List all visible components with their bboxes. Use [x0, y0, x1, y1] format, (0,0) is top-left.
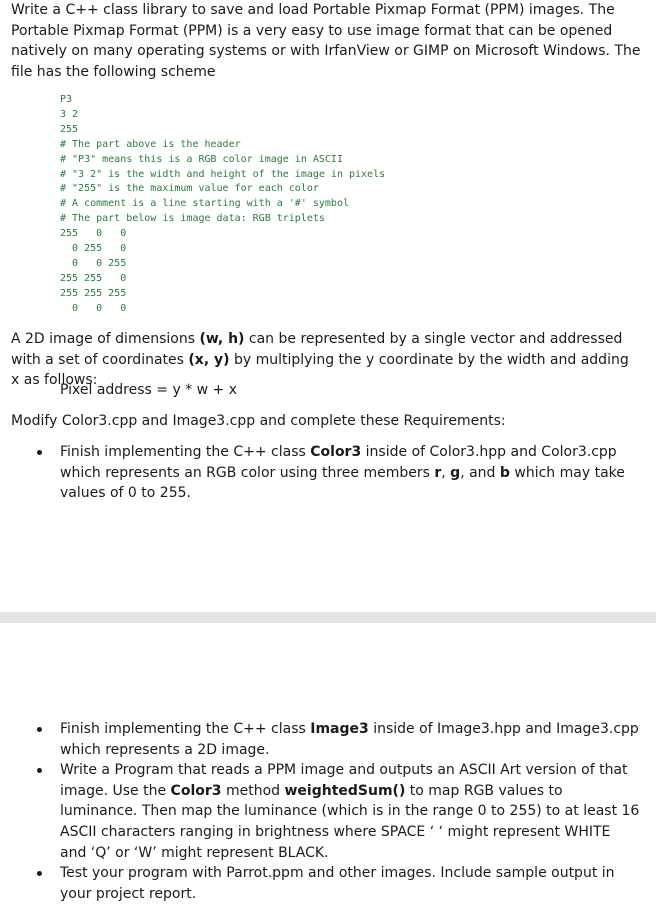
text-run: , [441, 464, 451, 481]
text-run: Finish implementing the C++ class [60, 444, 311, 460]
text-run: to map RGB values to luminance. Then map the luminance (which is in the range 0 to 255) to at least 16 ASCII characters ranging in brightness where SPACE ‘ ‘ might represent WHITE and ‘Q’ or ‘W’ might represent BLACK. [60, 782, 640, 861]
code-line: 0 255 0 [60, 243, 127, 255]
requirement-ascii-art [11, 760, 640, 863]
text-run: , and [460, 464, 500, 481]
bold-member: g [450, 464, 461, 481]
code-line: 255 [60, 123, 79, 135]
intro-paragraph: Write a C++ class library to save and load Portable Pixmap Format (PPM) images. The Portable Pixmap Format (PPM) is a very easy to use image format that can be opened natively on many operating systems or with IrfanView or GIMP on Microsoft Windows. The file has the following scheme [11, 2, 641, 80]
bold-member: r [434, 464, 442, 481]
code-line: # A comment is a line starting with a '#' symbol [60, 198, 349, 210]
requirement-color3 [11, 442, 640, 504]
bold-dimensions: (w, h) [199, 331, 245, 347]
code-line: P3 [60, 94, 73, 105]
text-run: A 2D image of dimensions [11, 331, 200, 347]
code-line: 0 0 255 [60, 257, 127, 269]
page-divider [0, 612, 656, 623]
requirements-list-top [11, 442, 640, 504]
code-line: 3 2 [60, 108, 79, 120]
text-run: can be represented by a single vector and addressed with a set of coordinates [11, 331, 623, 368]
bold-method-name: weightedSum() [284, 782, 406, 799]
code-line: # The part above is the header [60, 138, 241, 150]
text-run: by multiplying the y coordinate by the width and adding x as follows: [11, 351, 629, 389]
requirement-image3 [11, 719, 640, 760]
code-line: 255 255 255 [60, 287, 127, 299]
text-run: inside of Color3.hpp and Color3.cpp which represents an RGB color using three members [60, 444, 617, 481]
code-line: 0 0 0 [60, 302, 127, 314]
code-line: 255 255 0 [60, 272, 127, 284]
text-run: Finish implementing the C++ class [60, 721, 311, 737]
text-run: Write a Program that reads a PPM image and outputs an ASCII Art version of that image. Use the [60, 762, 628, 799]
ppm-code-block [60, 93, 385, 317]
requirement-testing [11, 863, 640, 904]
modify-instructions: Modify Color3.cpp and Image3.cpp and complete these Requirements: [11, 413, 506, 429]
text-run: which may take values of 0 to 255. [60, 464, 625, 502]
code-line: # The part below is image data: RGB triplets [60, 213, 325, 225]
bold-member: b [499, 464, 510, 481]
code-line: # "3 2" is the width and height of the image in pixels [60, 168, 386, 180]
code-line: # "P3" means this is a RGB color image in ASCII [60, 153, 343, 165]
pixel-address-formula: Pixel address = y * w + x [60, 382, 238, 398]
bold-coordinates: (x, y) [188, 351, 230, 368]
requirements-list-bottom [11, 719, 640, 904]
bold-class-name: Color3 [310, 444, 362, 460]
code-line: # "255" is the maximum value for each color [60, 183, 319, 195]
text-run: inside of Image3.hpp and Image3.cpp which represents a 2D image. [60, 721, 639, 758]
text-run: Test your program with Parrot.ppm and other images. Include sample output in your project report. [60, 865, 615, 902]
code-line: 255 0 0 [60, 228, 127, 240]
bold-class-name: Color3 [170, 782, 222, 799]
text-run: method [221, 782, 285, 799]
bold-class-name: Image3 [310, 721, 369, 737]
